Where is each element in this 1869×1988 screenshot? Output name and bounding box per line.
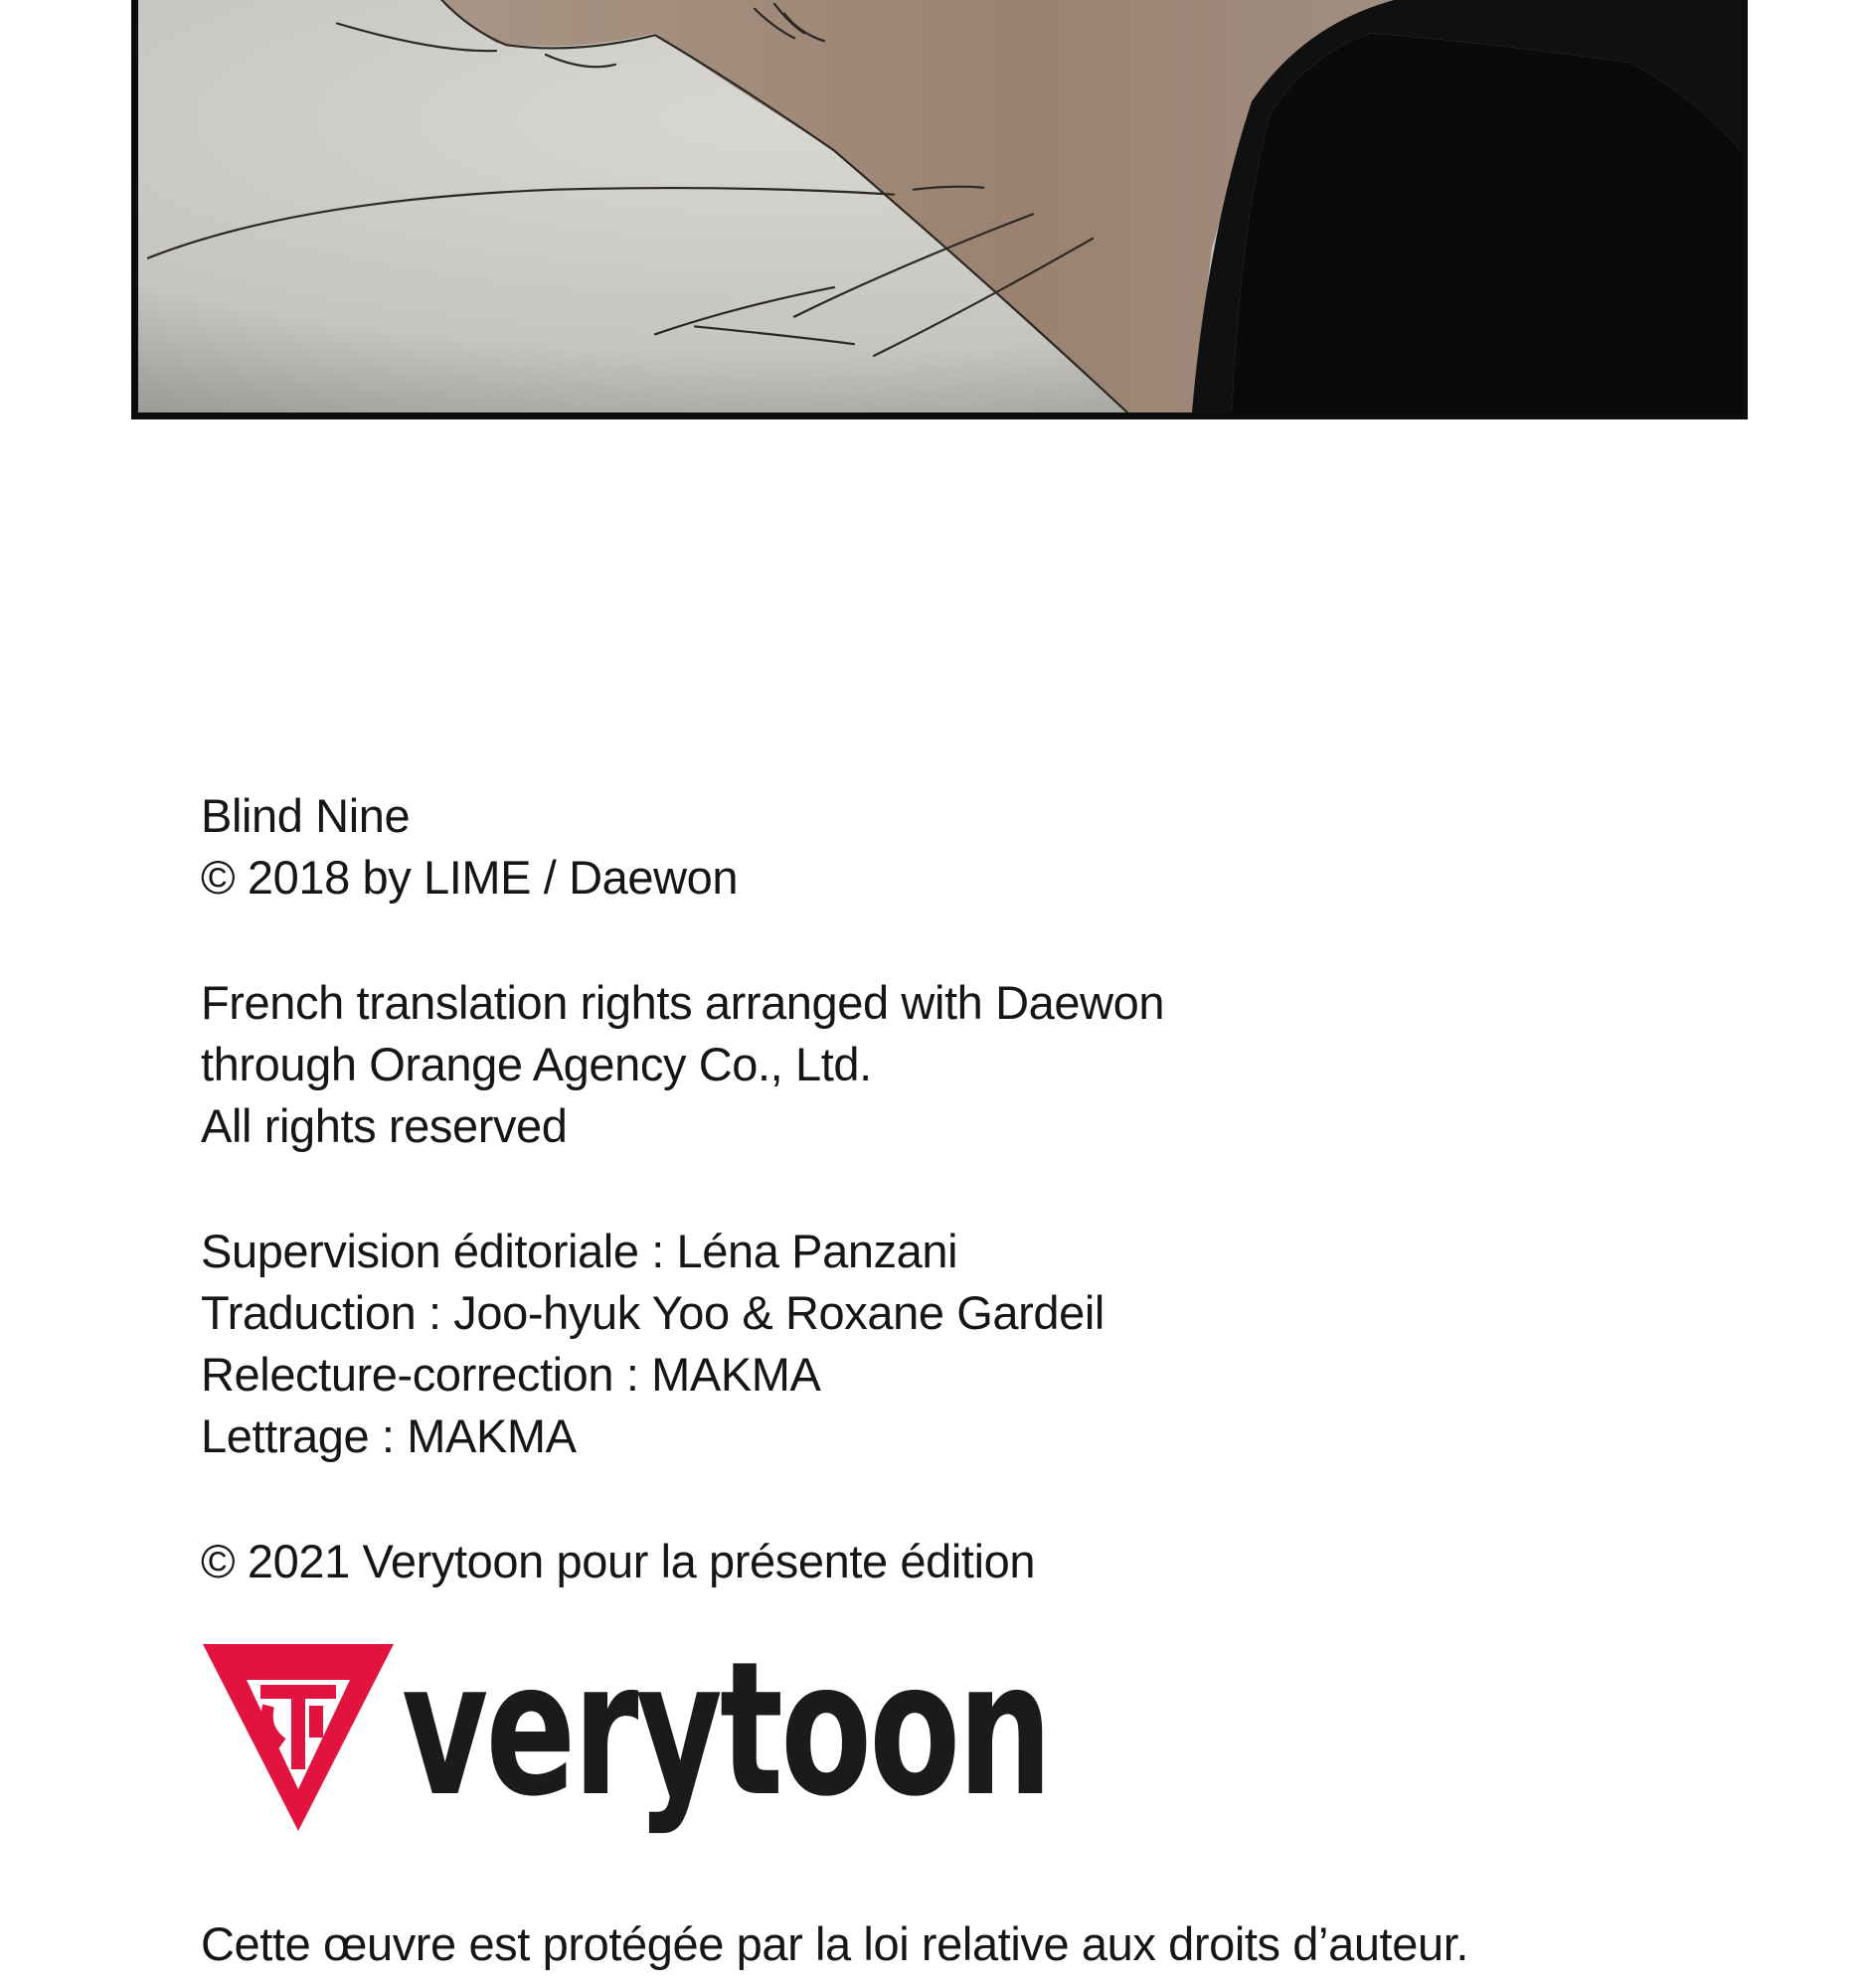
work-title: Blind Nine xyxy=(201,789,411,842)
rights-line: French translation rights arranged with Daewon xyxy=(201,976,1165,1029)
original-copyright: © 2018 by LIME / Daewon xyxy=(201,851,739,904)
credits-section xyxy=(201,785,1752,1656)
comic-panel xyxy=(131,0,1748,419)
edition-copyright: © 2021 Verytoon pour la présente édition xyxy=(201,1535,1036,1587)
staff-line: Traduction : Joo-hyuk Yoo & Roxane Gardeil xyxy=(201,1286,1104,1339)
verytoon-triangle-logo-icon xyxy=(199,1640,398,1835)
verytoon-logo xyxy=(199,1621,1301,1839)
copyright-notice: Cette œuvre est protégée par la loi relative aux droits d’auteur. xyxy=(201,1917,1469,1970)
edition-block xyxy=(201,1531,1752,1592)
staff-line: Supervision éditoriale : Léna Panzani xyxy=(201,1225,958,1277)
staff-line: Lettrage : MAKMA xyxy=(201,1409,577,1462)
rights-block xyxy=(201,972,1752,1157)
title-block xyxy=(201,785,1752,909)
staff-line: Relecture-correction : MAKMA xyxy=(201,1348,821,1401)
staff-block xyxy=(201,1221,1752,1467)
comic-illustration xyxy=(138,0,1741,413)
rights-line: All rights reserved xyxy=(201,1099,568,1152)
rights-line: through Orange Agency Co., Ltd. xyxy=(201,1038,872,1090)
verytoon-wordmark: verytoon xyxy=(402,1621,1050,1837)
